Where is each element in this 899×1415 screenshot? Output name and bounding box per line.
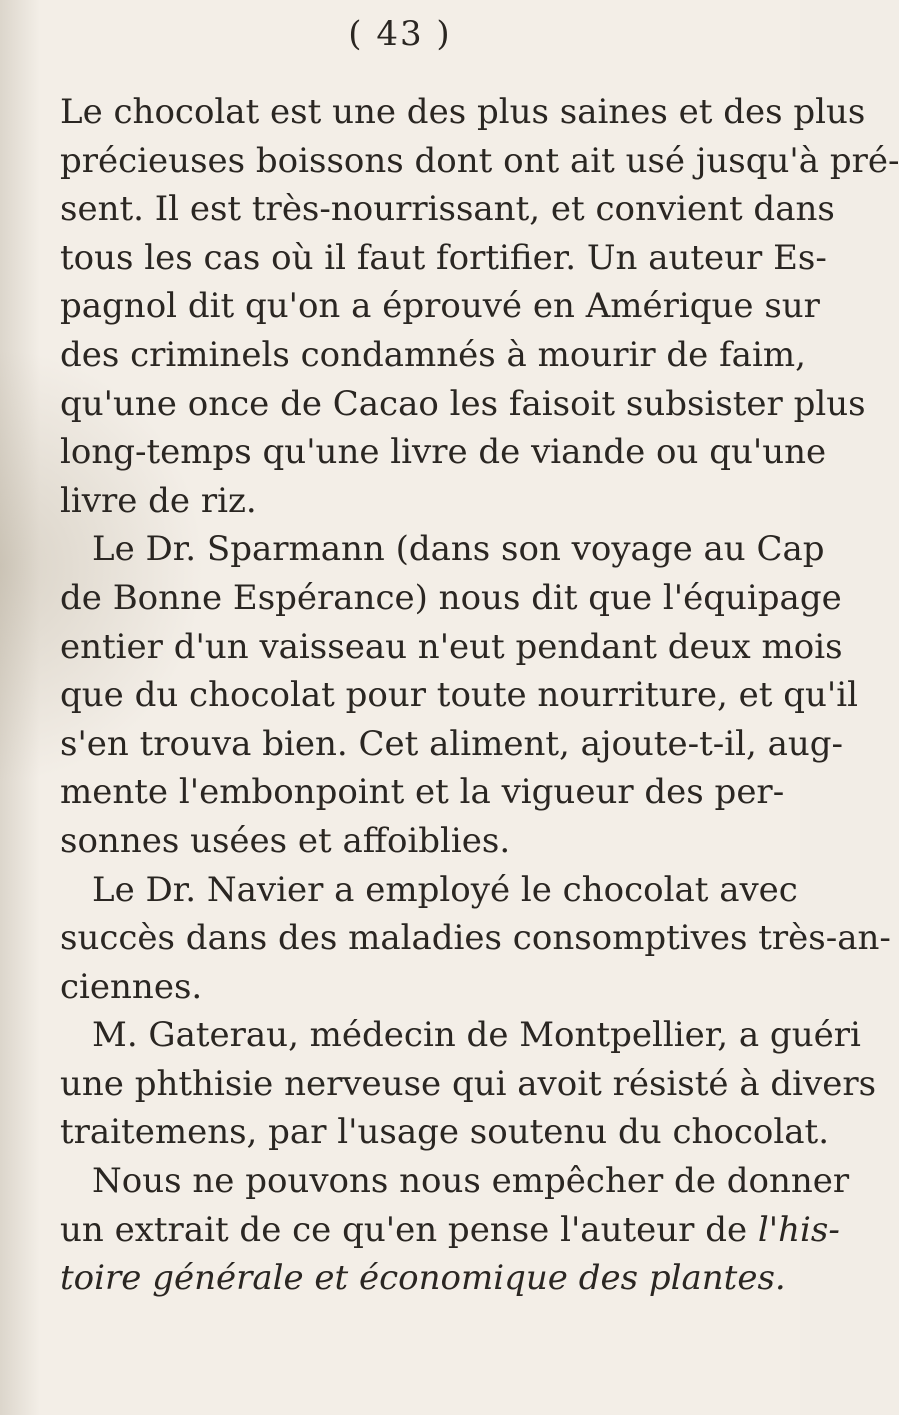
text-segment: un extrait de ce qu'en pense l'auteur de [60, 1209, 748, 1250]
text-line: Nous ne pouvons nous empêcher de donner [92, 1161, 850, 1202]
text-line: succès dans des maladies consomptives très-an- [60, 918, 891, 959]
text-line: sent. Il est très-nourrissant, et convient dans [60, 189, 835, 230]
italic-title-start: l'his- [757, 1209, 840, 1250]
text-line: sonnes usées et affoiblies. [60, 820, 511, 861]
text-line: ciennes. [60, 966, 203, 1007]
text-line: des criminels condamnés à mourir de faim, [60, 334, 806, 375]
text-line: entier d'un vaisseau n'eut pendant deux mois [60, 626, 843, 667]
text-line: M. Gaterau, médecin de Montpellier, a guéri [92, 1015, 861, 1056]
text-line: long-temps qu'une livre de viande ou qu'une [60, 432, 827, 473]
text-line: une phthisie nerveuse qui avoit résisté à divers [60, 1063, 877, 1104]
page-number: ( 43 ) [348, 14, 452, 54]
text-line: tous les cas où il faut fortifier. Un auteur Es- [60, 237, 827, 278]
italic-title-end: toire générale et économique des plantes. [60, 1258, 786, 1299]
body-text [60, 88, 899, 1303]
text-line: que du chocolat pour toute nourriture, et qu'il [60, 675, 858, 716]
text-line: Le Dr. Sparmann (dans son voyage au Cap [92, 529, 825, 570]
text-line: de Bonne Espérance) nous dit que l'équipage [60, 577, 842, 618]
text-line: mente l'embonpoint et la vigueur des per- [60, 772, 785, 813]
text-line: Le Dr. Navier a employé le chocolat avec [92, 869, 798, 910]
text-line: précieuses boissons dont ont ait usé jusqu'à pré- [60, 140, 899, 181]
text-line: s'en trouva bien. Cet aliment, ajoute-t-il, aug- [60, 723, 844, 764]
text-line: Le chocolat est une des plus saines et des plus [60, 92, 866, 132]
text-line: livre de riz. [60, 480, 257, 521]
text-line-with-italic [60, 1206, 840, 1255]
text-line: pagnol dit qu'on a éprouvé en Amérique sur [60, 286, 820, 327]
text-line: traitemens, par l'usage soutenu du chocolat. [60, 1112, 830, 1153]
text-line: qu'une once de Cacao les faisoit subsister plus [60, 383, 866, 424]
